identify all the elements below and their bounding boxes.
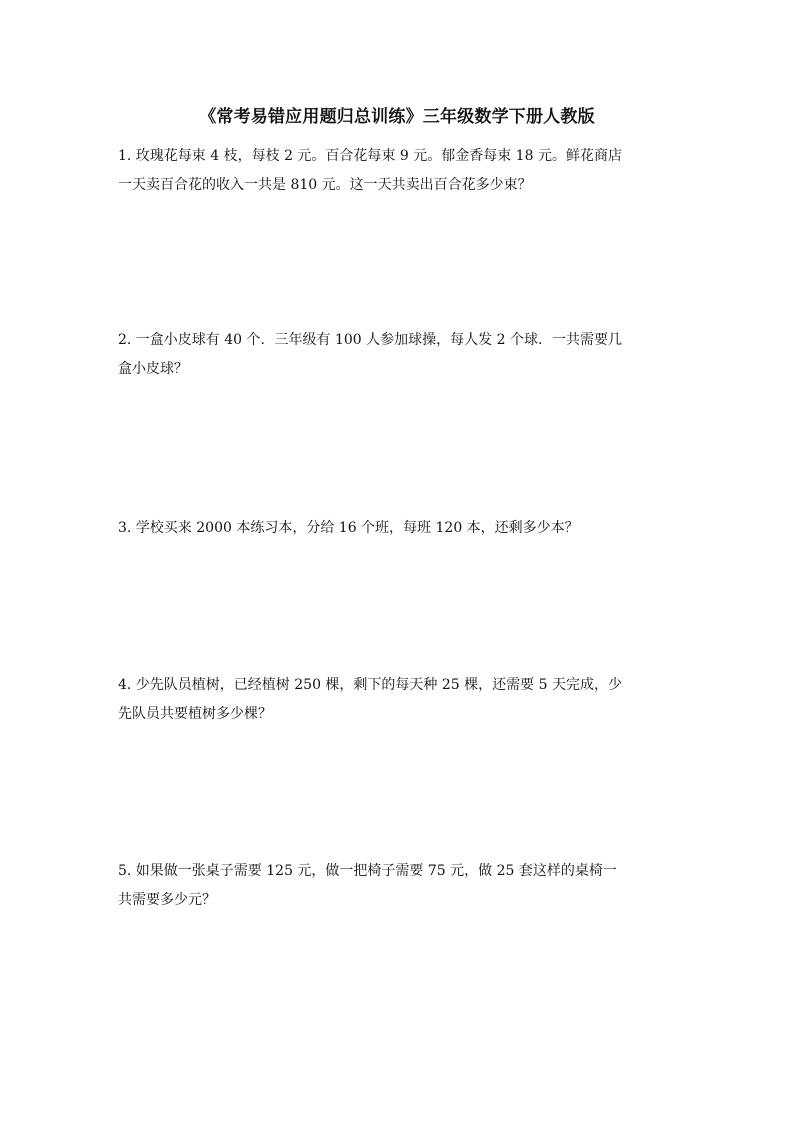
question-1-line-2: 一天卖百合花的收入一共是 810 元。这一天共卖出百合花多少束？ — [118, 177, 532, 193]
page-title: 《常考易错应用题归总训练》三年级数学下册人教版 — [199, 107, 595, 127]
question-2-line-2: 盒小皮球？ — [118, 361, 188, 377]
question-5 — [118, 857, 680, 915]
question-5-line-1: 5. 如果做一张桌子需要 125 元，做一把椅子需要 75 元，做 25 套这样的桌椅一 — [118, 863, 617, 879]
question-5-line-2: 共需要多少元？ — [118, 892, 216, 908]
question-2 — [118, 326, 680, 384]
question-1-line-1: 1. 玫瑰花每束 4 枝，每枝 2 元。百合花每束 9 元。郁金香每束 18 元。鲜花商店 — [118, 148, 622, 164]
question-3 — [118, 514, 680, 543]
question-4-line-1: 4. 少先队员植树，已经植树 250 棵，剩下的每天种 25 棵，还需要 5 天完成，少 — [118, 677, 622, 693]
question-1 — [118, 142, 680, 200]
question-2-line-1: 2. 一盒小皮球有 40 个．三年级有 100 人参加球操，每人发 2 个球．一共需要几 — [118, 332, 622, 348]
question-4 — [118, 671, 680, 729]
question-3-line-1: 3. 学校买来 2000 本练习本，分给 16 个班，每班 120 本，还剩多少本？ — [118, 520, 579, 536]
question-4-line-2: 先队员共要植树多少棵？ — [118, 706, 272, 722]
